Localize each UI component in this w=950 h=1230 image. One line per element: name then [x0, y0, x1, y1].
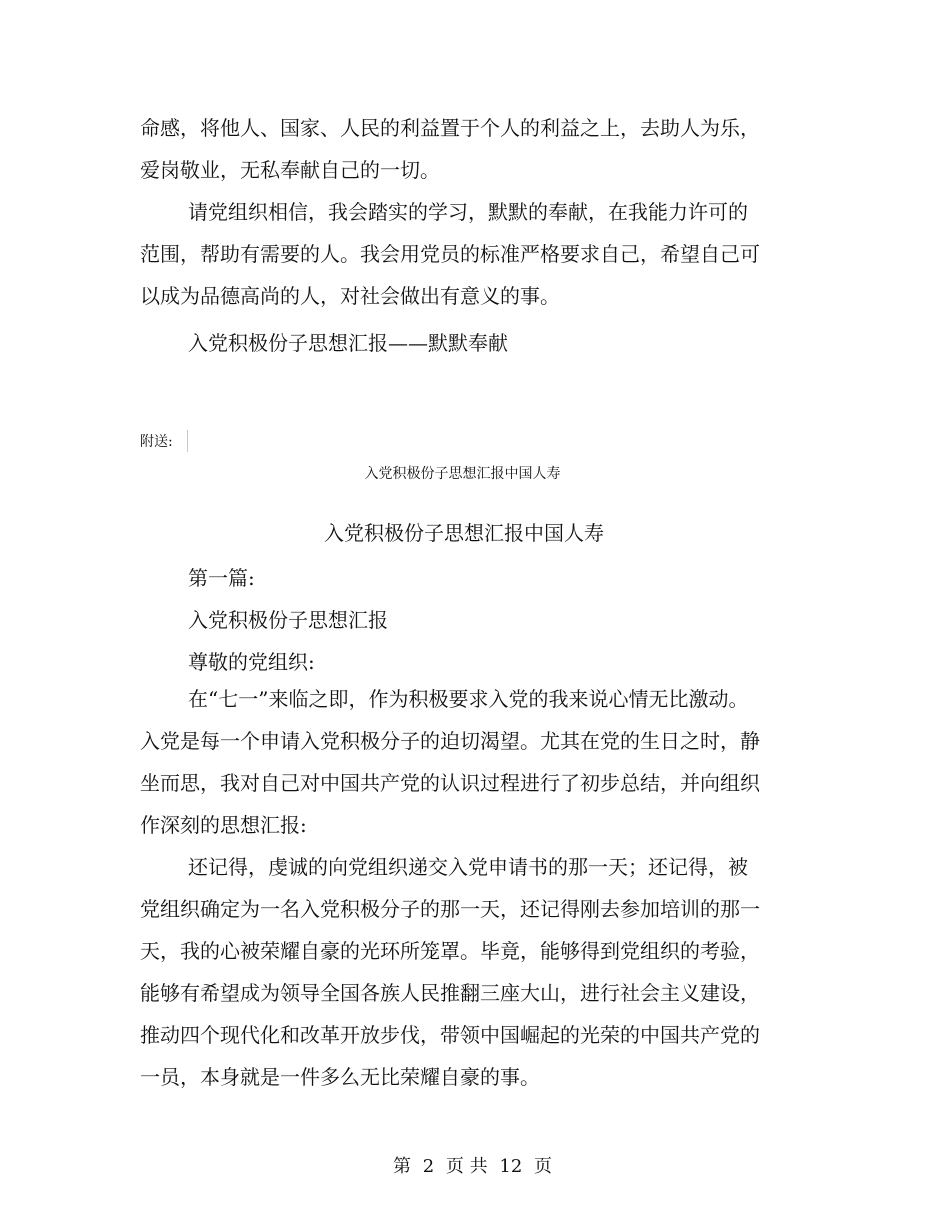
article-paragraph-1: 在“七一”来临之即，作为积极要求入党的我来说心情无比激动。入党是每一个申请入党积极分子的迫切渴望。尤其在党的生日之时，静坐而思，我对自己对中国共产党的认识过程进行了初步总结，并向组织作深刻的思想汇报:: [140, 687, 760, 837]
attachment-small-title: 入党积极份子思想汇报中国人寿: [364, 466, 561, 482]
page-footer: [0, 1152, 945, 1178]
footer-suffix: 页: [534, 1156, 553, 1177]
attachment-label: 附送:: [140, 434, 173, 450]
footer-middle: 页 共: [445, 1156, 488, 1177]
closing-title: 入党积极份子思想汇报——默默奉献: [188, 331, 508, 355]
article-salutation: 尊敬的党组织:: [188, 650, 315, 674]
article-paragraph-2: 还记得，虔诚的向党组织递交入党申请书的那一天；还记得，被党组织确定为一名入党积极分子的那一天，还记得刚去参加培训的那一天，我的心被荣耀自豪的光环所笼罩。毕竟，能够得到党组织的考验，能够有希望成为领导全国各族人民推翻三座大山，进行社会主义建设，推动四个现代化和改革开放步伐，带领中国崛起的光荣的中国共产党的一员，本身就是一件多么无比荣耀自豪的事。: [140, 855, 760, 1089]
continued-paragraph: 命感，将他人、国家、人民的利益置于个人的利益之上，去助人为乐，爱岗敬业，无私奉献自己的一切。: [140, 116, 760, 182]
article-part-label: 第一篇:: [188, 566, 255, 590]
footer-prefix: 第: [392, 1156, 411, 1177]
article-title: 入党积极份子思想汇报中国人寿: [324, 521, 604, 545]
footer-page-number: 2: [422, 1156, 435, 1177]
article-subtitle: 入党积极份子思想汇报: [188, 608, 388, 632]
attachment-divider: [187, 430, 188, 452]
footer-total-pages: 12: [499, 1156, 523, 1177]
pledge-paragraph: 请党组织相信，我会踏实的学习，默默的奉献，在我能力许可的范围，帮助有需要的人。我会用党员的标准严格要求自己，希望自己可以成为品德高尚的人，对社会做出有意义的事。: [140, 200, 760, 308]
